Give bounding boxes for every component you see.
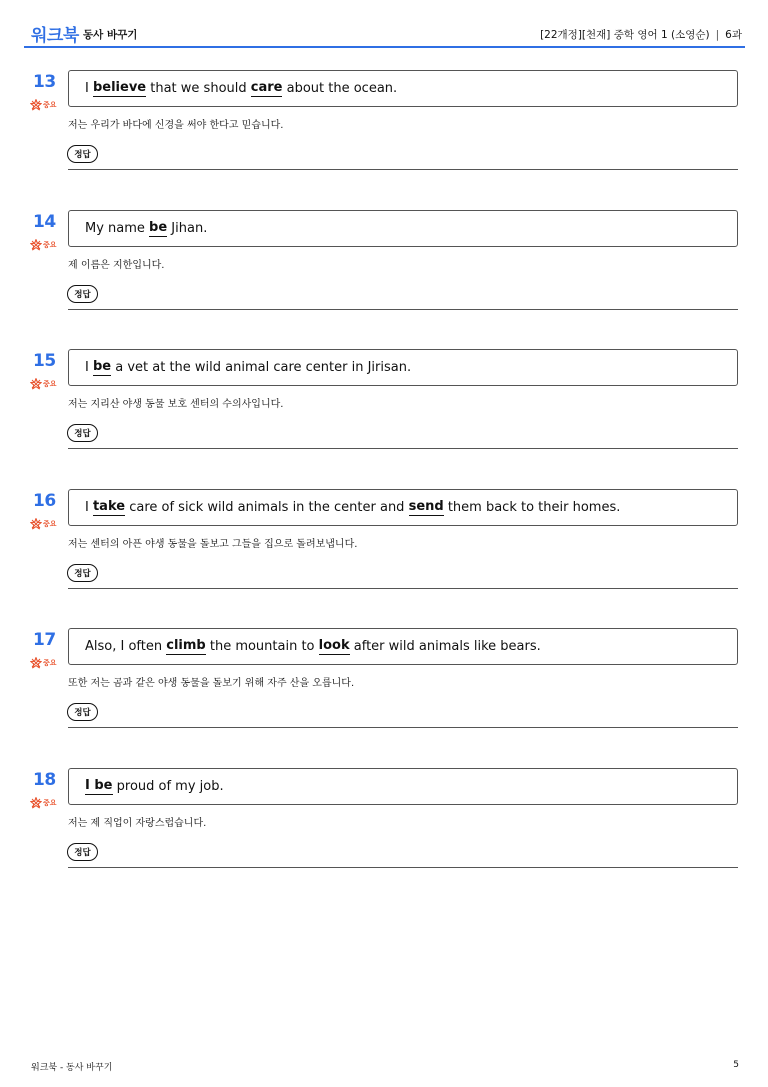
sentence-text: that we should — [146, 81, 251, 96]
question-divider — [68, 169, 738, 170]
important-label: 중요 — [43, 519, 57, 528]
sentence-text: after wild animals like bears. — [349, 639, 541, 654]
question-number: 16 — [33, 490, 56, 511]
korean-translation: 저는 지리산 야생 동물 보호 센터의 수의사입니다. — [68, 399, 284, 410]
question-divider — [68, 727, 738, 728]
question-number: 17 — [33, 630, 56, 650]
sentence-box — [68, 210, 738, 247]
target-verb: be — [149, 219, 168, 235]
question-item — [0, 210, 768, 310]
important-star-icon — [30, 797, 42, 809]
sentence-box — [68, 768, 738, 805]
sentence-text: proud of my job. — [112, 778, 224, 794]
important-badge — [30, 796, 57, 810]
sentence-text: a vet at the wild animal care center in Jirisan. — [111, 360, 412, 375]
target-verb: care — [250, 80, 283, 95]
question-divider — [68, 448, 738, 449]
question-divider — [68, 588, 738, 589]
sentence-text: I — [85, 499, 93, 515]
sentence-box — [68, 349, 738, 386]
sentence-text: the mountain to — [205, 639, 319, 654]
important-badge — [30, 98, 57, 112]
brand-title: 워크북 — [31, 26, 79, 46]
important-star-icon — [30, 378, 42, 390]
answer-button[interactable]: 정답 — [67, 145, 98, 163]
important-star-icon — [30, 239, 42, 251]
question-number: 13 — [33, 72, 56, 92]
target-verb: look — [318, 638, 350, 653]
question-divider — [68, 309, 738, 310]
question-item — [0, 349, 768, 449]
sentence-text: about the ocean. — [282, 81, 398, 96]
important-label: 중요 — [43, 798, 57, 807]
lesson-label: 6과 — [725, 29, 742, 41]
important-badge — [30, 238, 57, 252]
header-separator: | — [715, 29, 720, 41]
page-number: 5 — [733, 1060, 739, 1070]
course-title: [22개정][천재] 중학 영어 1 (소영순) — [540, 29, 710, 41]
important-label: 중요 — [43, 240, 57, 249]
sentence-text: care of sick wild animals in the center and — [125, 499, 409, 515]
important-star-icon — [30, 657, 42, 669]
target-verb: climb — [166, 638, 206, 653]
korean-translation: 또한 저는 곰과 같은 야생 동물을 돌보기 위해 자주 산을 오릅니다. — [68, 678, 355, 689]
answer-button[interactable]: 정답 — [67, 564, 98, 582]
question-number: 14 — [33, 211, 56, 232]
target-verb: take — [92, 498, 126, 514]
target-verb: send — [408, 498, 444, 514]
sentence-text: I — [85, 360, 93, 375]
korean-translation: 제 이름은 지한입니다. — [68, 259, 165, 271]
sentence-box — [68, 628, 738, 665]
target-verb: believe — [92, 80, 147, 95]
answer-button[interactable]: 정답 — [67, 285, 98, 303]
sentence-text: My name — [85, 220, 150, 236]
sentence-text: Also, I often — [85, 639, 167, 654]
sentence-box — [68, 70, 738, 107]
question-number: 15 — [33, 351, 56, 371]
answer-button[interactable]: 정답 — [67, 843, 98, 861]
footer-title: 워크북 - 동사 바꾸기 — [31, 1063, 113, 1073]
sentence-text: Jihan. — [167, 220, 208, 236]
korean-translation: 저는 제 직업이 자랑스럽습니다. — [68, 817, 207, 829]
question-item — [0, 628, 768, 728]
sentence-text: I — [85, 81, 93, 96]
course-info — [540, 27, 742, 42]
important-badge — [30, 656, 57, 670]
header-divider — [24, 46, 745, 48]
target-verb: be — [92, 359, 112, 374]
answer-button[interactable]: 정답 — [67, 703, 98, 721]
answer-button[interactable]: 정답 — [67, 424, 98, 442]
important-label: 중요 — [43, 380, 57, 388]
important-badge — [30, 377, 57, 391]
sentence-text: them back to their homes. — [443, 499, 621, 515]
target-verb: I be — [85, 777, 113, 793]
important-label: 중요 — [43, 659, 57, 667]
sentence-box — [68, 489, 738, 526]
question-number: 18 — [33, 769, 56, 790]
section-subtitle: 동사 바꾸기 — [83, 29, 138, 41]
korean-translation: 저는 센터의 아픈 야생 동물을 돌보고 그들을 집으로 돌려보냅니다. — [68, 538, 358, 550]
important-label: 중요 — [43, 101, 57, 109]
question-divider — [68, 867, 738, 868]
question-item — [0, 768, 768, 868]
page-header — [0, 0, 768, 50]
important-star-icon — [30, 99, 42, 111]
question-item — [0, 70, 768, 170]
question-item — [0, 489, 768, 589]
korean-translation: 저는 우리가 바다에 신경을 써야 한다고 믿습니다. — [68, 120, 284, 131]
important-star-icon — [30, 518, 42, 530]
important-badge — [30, 517, 57, 531]
